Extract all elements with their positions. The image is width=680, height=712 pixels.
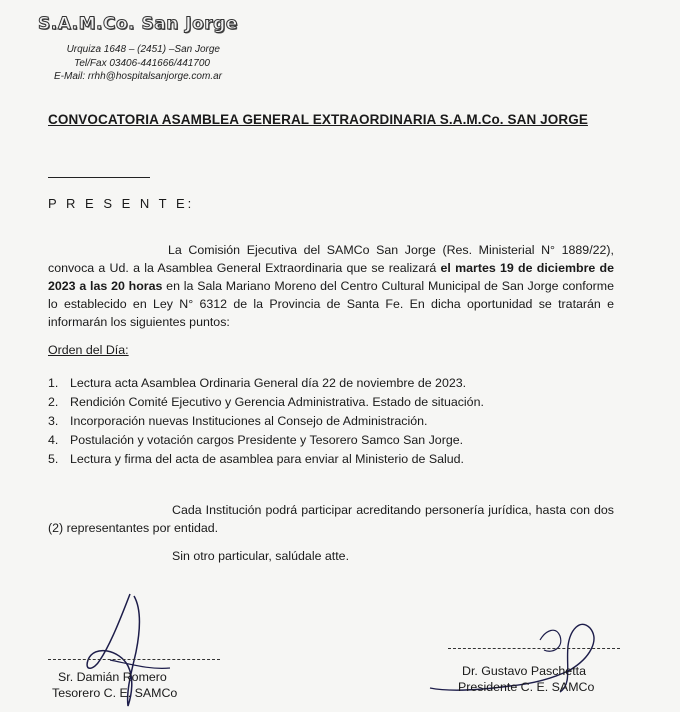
header-address: Urquiza 1648 – (2451) –San Jorge xyxy=(66,44,220,55)
paragraph-convocation-date: el martes 19 de diciembre de 2023 a las 20 horas xyxy=(48,261,614,293)
signature-right-line xyxy=(448,648,620,649)
signature-left-line xyxy=(48,659,220,660)
signature-left-role: Tesorero C. E. SAMCo xyxy=(52,686,178,700)
agenda-item: 2. Rendición Comité Ejecutivo y Gerencia Administrativa. Estado de situación. xyxy=(48,395,484,409)
agenda-list xyxy=(48,374,628,469)
agenda-title: Orden del Día: xyxy=(48,343,129,357)
paragraph-convocation-part1: La Comisión Ejecutiva del SAMCo San Jorge (Res. Ministerial N° 1889/22), convoca a Ud. a la Asamblea General Extraordinaria que se realizará xyxy=(48,243,614,275)
salutation: P R E S E N T E: xyxy=(48,196,195,211)
agenda-item: 5. Lectura y firma del acta de asamblea para enviar al Ministerio de Salud. xyxy=(48,452,464,466)
document-title: CONVOCATORIA ASAMBLEA GENERAL EXTRAORDINARIA S.A.M.Co. SAN JORGE xyxy=(48,112,588,127)
agenda-item: 1. Lectura acta Asamblea Ordinaria General día 22 de noviembre de 2023. xyxy=(48,376,467,390)
closing-line: Sin otro particular, salúdale atte. xyxy=(172,549,350,563)
signature-right-role: Presidente C. E. SAMCo xyxy=(458,680,595,694)
signature-left-name: Sr. Damián Romero xyxy=(58,670,167,684)
agenda-item: 3. Incorporación nuevas Instituciones al Consejo de Administración. xyxy=(48,414,428,428)
logo-title: S.A.M.Co. San Jorge xyxy=(38,14,238,34)
header-telfax: Tel/Fax 03406-441666/441700 xyxy=(74,58,210,69)
paragraph-convocation xyxy=(48,241,614,331)
signature-right-name: Dr. Gustavo Paschetta xyxy=(462,664,586,678)
paragraph-participation: Cada Institución podrá participar acreditando personería jurídica, hasta con dos (2) representantes por entidad. xyxy=(48,503,614,535)
addressee-blank-line xyxy=(48,177,150,178)
paragraph-convocation-part2: en la Sala Mariano Moreno del Centro Cultural Municipal de San Jorge conforme lo establecido en Ley N° 6312 de la Provincia de Santa Fe. En dicha oportunidad se tratarán e informarán los siguientes puntos: xyxy=(48,279,614,329)
header-email: E-Mail: rrhh@hospitalsanjorge.com.ar xyxy=(54,71,222,82)
agenda-item: 4. Postulación y votación cargos Presidente y Tesorero Samco San Jorge. xyxy=(48,433,464,447)
